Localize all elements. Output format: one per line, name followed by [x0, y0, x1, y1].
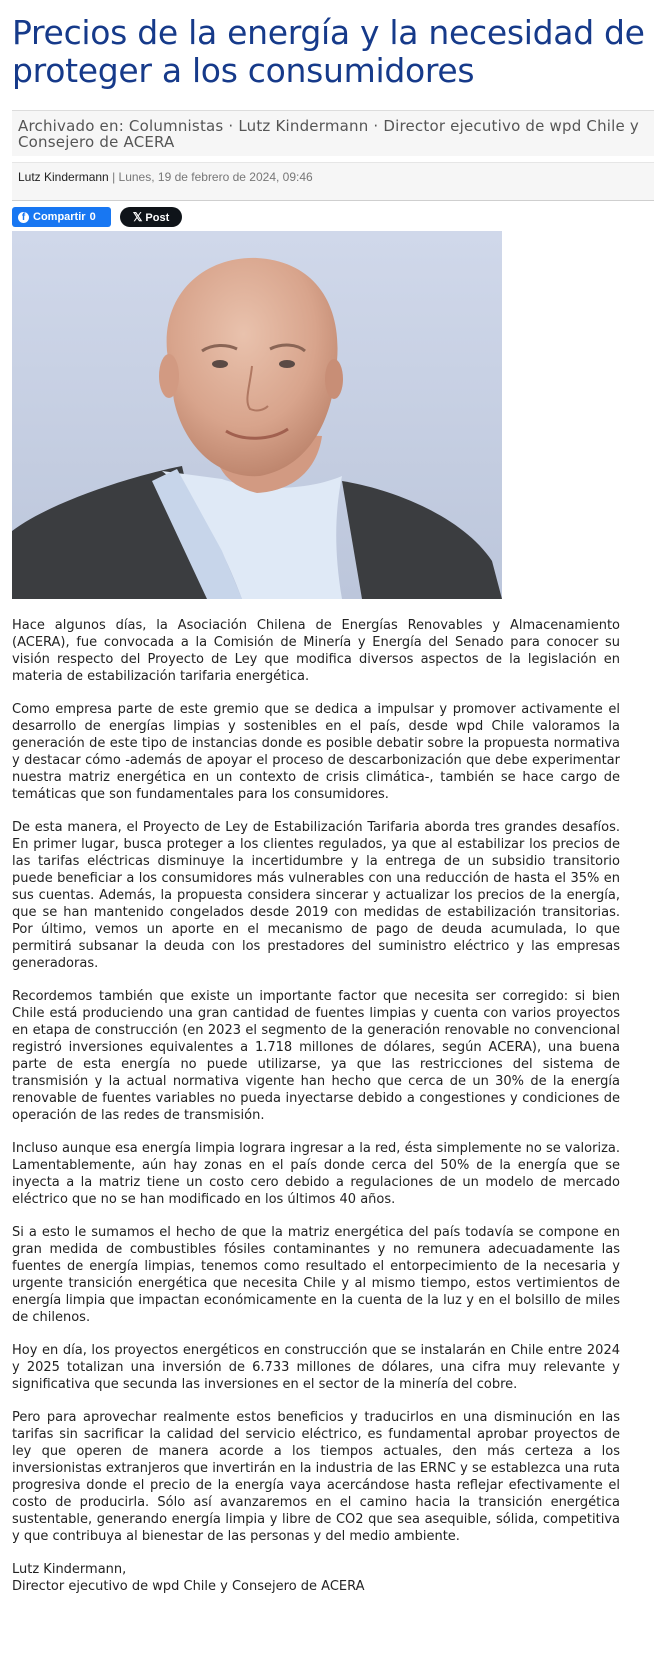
paragraph: Hoy en día, los proyectos energéticos en construcción que se instalarán en Chile entre 2024 y 2025 totalizan una inversión de 6.733 millones de dólares, una cifra muy relevante y significativa que secunda las inversiones en el sector de la minería del cobre.: [12, 1343, 620, 1392]
facebook-share-button[interactable]: [12, 207, 111, 227]
facebook-share-count: 0: [89, 211, 96, 223]
article-body: [12, 617, 620, 1595]
publish-date: Lunes, 19 de febrero de 2024, 09:46: [118, 170, 313, 184]
facebook-icon: f: [18, 212, 29, 223]
paragraph: Recordemos también que existe un importante factor que necesita ser corregido: si bien Chile está produciendo una gran cantidad de fuentes limpias y cuenta con varios proyectos en etapa de construcción (en 2023 el segmento de la generación renovable no convencional registró inversiones equivalentes a 1.718 millones de dólares, según ACERA), una buena parte de esta energía no puede utilizarse, ya que las restricciones del sistema de transmisión y la actual normativa vigente han hecho que cerca de un 30% de la energía renovable de fuentes variables no pueda inyectarse debido a congestiones y condiciones de operación de las redes de transmisión.: [12, 989, 620, 1123]
article: [12, 0, 654, 1595]
archived-in-line: Archivado en: Columnistas · Lutz Kindermann · Director ejecutivo de wpd Chile y Consejero de ACERA: [12, 110, 654, 156]
author-name[interactable]: Lutz Kindermann: [18, 170, 109, 184]
paragraph: De esta manera, el Proyecto de Ley de Estabilización Tarifaria aborda tres grandes desafíos. En primer lugar, busca proteger a los clientes regulados, ya que al estabilizar los precios de las tarifas eléctricas disminuye la incertidumbre y la entrega de un subsidio transitorio puede beneficiar a los consumidores más vulnerables con una reducción de hasta el 35% en sus cuentas. Además, la propuesta considera sincerar y actualizar los precios de la energía, que se han mantenido congelados desde 2019 con medidas de estabilización transitorias. Por último, vemos un aporte en el mecanismo de pago de deuda acumulada, lo que permitirá subsanar la deuda con los prestadores del suministro eléctrico y las empresas generadoras.: [12, 820, 620, 971]
share-bar: [12, 207, 654, 229]
x-logo-icon: 𝕏: [132, 210, 143, 224]
paragraph: Hace algunos días, la Asociación Chilena de Energías Renovables y Almacenamiento (ACERA), fue convocada a la Comisión de Minería y Energía del Senado para conocer su visión respecto del Proyecto de Ley que modifica diversos aspectos de la legislación en materia de estabilización tarifaria energética.: [12, 618, 620, 684]
paragraph: Incluso aunque esa energía limpia lograra ingresar a la red, ésta simplemente no se valoriza. Lamentablemente, aún hay zonas en el país donde cerca del 50% de la energía que se inyecta a la matriz tiene un costo cero debido a regulaciones de un modelo de mercado eléctrico que no se han modificado en los últimos 40 años.: [12, 1141, 620, 1207]
x-post-label: Post: [145, 212, 170, 224]
paragraph: Si a esto le sumamos el hecho de que la matriz energética del país todavía se compone en gran medida de combustibles fósiles contaminantes y no remunera adecuadamente las fuentes de energía limpias, tenemos como resultado el entorpecimiento de la necesaria y urgente transición energética que necesita Chile y al mismo tiempo, estos vertimientos de energía limpia que impactan económicamente en la cuenta de la luz y en el bolsillo de miles de chilenos.: [12, 1225, 620, 1325]
signature: [12, 1561, 620, 1595]
author-photo: [12, 231, 502, 599]
byline: [12, 162, 654, 201]
author-portrait-illustration: [12, 231, 502, 599]
facebook-share-label: Compartir: [33, 211, 86, 223]
paragraph: Como empresa parte de este gremio que se dedica a impulsar y promover activamente el desarrollo de energías limpias y sostenibles en el país, desde wpd Chile valoramos la generación de este tipo de instancias donde es posible debatir sobre la propuesta normativa y destacar cómo -además de apoyar el proceso de descarbonización que debe experimentar nuestra matriz energética en un contexto de crisis climática-, también se hace cargo de temáticas que son fundamentales para los consumidores.: [12, 702, 620, 802]
byline-separator: |: [108, 170, 119, 184]
signature-role: Director ejecutivo de wpd Chile y Consejero de ACERA: [12, 1579, 365, 1594]
x-post-button[interactable]: [120, 207, 182, 227]
paragraph: Pero para aprovechar realmente estos beneficios y traducirlos en una disminución en las tarifas sin sacrificar la calidad del servicio eléctrico, es fundamental aprobar proyectos de ley que operen de manera acorde a los tiempos actuales, den más certeza a los inversionistas extranjeros que invertirán en la industria de las ERNC y se establezca una ruta progresiva donde el precio de la energía vaya acercándose hasta reflejar efectivamente el costo de producirla. Sólo así avanzaremos en el camino hacia la transición energética sustentable, generando energía limpia y libre de CO2 que sea asequible, sólida, competitiva y que contribuya al bienestar de las personas y del medio ambiente.: [12, 1410, 620, 1544]
signature-name: Lutz Kindermann,: [12, 1562, 127, 1577]
article-title: Precios de la energía y la necesidad de proteger a los consumidores: [12, 13, 645, 90]
